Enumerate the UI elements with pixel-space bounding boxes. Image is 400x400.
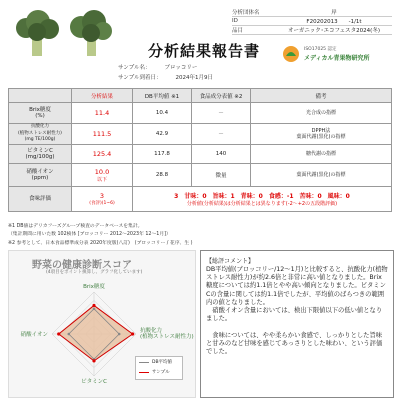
table-header: 食品成分表値 ※2 <box>192 89 251 103</box>
legend-swatch-sample <box>139 372 149 373</box>
db-cell: 117.8 <box>133 145 192 164</box>
broccoli-photo <box>12 8 62 58</box>
radar-legend <box>135 356 183 380</box>
std-cell: － <box>192 124 251 145</box>
comment-body: DB平均値(ブロッコリー/12～1月)と比較すると、抗酸化力(植物ストレス耐性力)が約2.6倍と非常に高い値となりました。Brix糖度については約1.1倍とやや高い傾向となりました。ビタミンCの含量に関しては約1.1倍でしたが、平均値のばらつきの範囲内の値となりました。 硝酸イオン含量においては、検出下限値以下の低い値となりました。 食味については、やや柔らかい食感で、しっかりとした旨味と甘みのなど甘味を感じてあっさりとした味わい、という評価でした。 <box>206 266 388 356</box>
label-text: 硝酸イオン (ppm) <box>26 168 54 181</box>
results-table <box>8 88 392 212</box>
meta-label: 品目 <box>232 28 244 34</box>
legend-item <box>136 357 182 367</box>
taste-breakdown-cell <box>133 187 392 212</box>
std-cell: 微量 <box>192 164 251 187</box>
footnote: （集計期間に用いた数 102検体 [ブロッコリー 2012～2023年 12～1月]） <box>8 232 171 237</box>
radar-db-point <box>68 333 71 336</box>
std-cell: 140 <box>192 145 251 164</box>
table-row <box>9 103 392 124</box>
std-cell: － <box>192 103 251 124</box>
lab-logo <box>282 44 392 64</box>
db-cell: 28.8 <box>133 164 192 187</box>
radar-sample-point <box>92 359 95 362</box>
meta-value: 岸 <box>331 10 337 16</box>
meta-value: F20202013 -1/1t <box>306 19 362 25</box>
result-cell: 11.4 <box>72 103 133 124</box>
lab-name: メディカル青果物研究所 <box>304 55 370 62</box>
meta-value: オーガニック･エコフェスタ2024(冬) <box>288 28 380 34</box>
row-label <box>9 164 72 187</box>
label-text: Brix糖度 (%) <box>29 106 51 119</box>
note-cell: 葉面代謝(黒化)の指標 <box>251 164 392 187</box>
row-label <box>9 103 72 124</box>
radar-subtitle: (4項目をポイント換算し、グラフ化しています) <box>46 270 143 275</box>
legend-label: サンプル <box>152 370 170 375</box>
radar-db-point <box>93 308 96 311</box>
table-header: 分析結果 <box>72 89 133 103</box>
radar-sample-point <box>131 332 134 335</box>
legend-item <box>136 367 182 377</box>
lab-accreditation: ISO17025 認定 <box>304 47 337 52</box>
table-row <box>9 187 392 212</box>
note-cell: 糖代謝の指標 <box>251 145 392 164</box>
result-value: 10.0 <box>94 167 110 176</box>
radar-axis-label: ビタミンC <box>81 379 107 385</box>
meta-label: 分析団体名 <box>232 10 260 16</box>
legend-label: DB平均値 <box>152 360 173 365</box>
result-cell <box>72 187 133 212</box>
radar-sample-point <box>57 332 60 335</box>
footnote: ※1 DB値はデリカフーズグループ検査のデータベースを集計。 <box>8 224 143 229</box>
table-row <box>9 124 392 145</box>
table-header: DB平均値 ※1 <box>133 89 192 103</box>
radar-axis-label: 硝酸イオン <box>20 332 48 338</box>
sample-label: サンプル名： <box>118 65 151 71</box>
row-label <box>9 145 72 164</box>
meta-block <box>232 8 392 35</box>
arrival-date-line <box>118 73 213 81</box>
taste-score: 3 <box>99 192 105 200</box>
radar-axis-label: Brix糖度 <box>83 284 105 290</box>
table-header: 備考 <box>251 89 392 103</box>
meta-row <box>232 8 392 17</box>
lab-logo-icon <box>282 45 300 63</box>
note-cell: 光合成の指標 <box>251 103 392 124</box>
radar-sample-point <box>92 304 95 307</box>
table-row <box>9 164 392 187</box>
table-row <box>9 145 392 164</box>
result-qualifier: 以下 <box>96 176 107 183</box>
sample-value: ブロッコリー <box>164 65 198 71</box>
note-cell: DPPH法 葉面代謝(黒化)の指標 <box>251 124 392 145</box>
db-cell: 42.9 <box>133 124 192 145</box>
meta-row <box>232 17 392 26</box>
result-cell <box>72 164 133 187</box>
db-cell: 10.4 <box>133 103 192 124</box>
label-text: ビタミンC (mg/100g) <box>25 147 55 160</box>
row-label <box>9 124 72 145</box>
result-cell: 111.5 <box>72 124 133 145</box>
row-label: 食味評価 <box>9 187 72 212</box>
meta-label: ID <box>232 18 238 24</box>
taste-breakdown-note: 分析値(分析結果)は分析結果とは異なります(-2～+2の五段階評価) <box>186 201 338 207</box>
date-value: 2024年1月9日 <box>175 75 214 81</box>
radar-axis-label: (植物ストレス耐性力) <box>140 334 194 340</box>
result-cell: 125.4 <box>72 145 133 164</box>
taste-score-note: (食評)(1~6) <box>89 201 115 206</box>
date-label: サンプル到着日： <box>118 75 162 81</box>
meta-row <box>232 26 392 35</box>
page-title: 分析結果報告書 <box>148 42 261 60</box>
label-text: 抗酸化力 (植物ストレス耐性力) (mg TE/100g) <box>18 124 62 143</box>
comment-title: 【総評コメント】 <box>206 258 255 265</box>
table-header-row <box>9 89 392 103</box>
table-header <box>9 89 72 103</box>
footnote: ※2 参考として、日本食品標準成分表 2020年度版(八訂) (ブロッコリー / 花序、生 ) <box>8 241 193 246</box>
sample-name-line <box>118 63 197 71</box>
radar-db-point <box>118 333 121 336</box>
taste-breakdown: 3 甘味：0 旨味：1 青味：0 食感：-1 苦味：0 風味：0 <box>174 193 350 200</box>
radar-axis-label: 抗酸化力 <box>140 328 163 334</box>
legend-swatch-db <box>139 362 149 363</box>
radar-title: 野菜の健康診断スコア <box>32 260 132 271</box>
broccoli-photo <box>66 8 116 58</box>
